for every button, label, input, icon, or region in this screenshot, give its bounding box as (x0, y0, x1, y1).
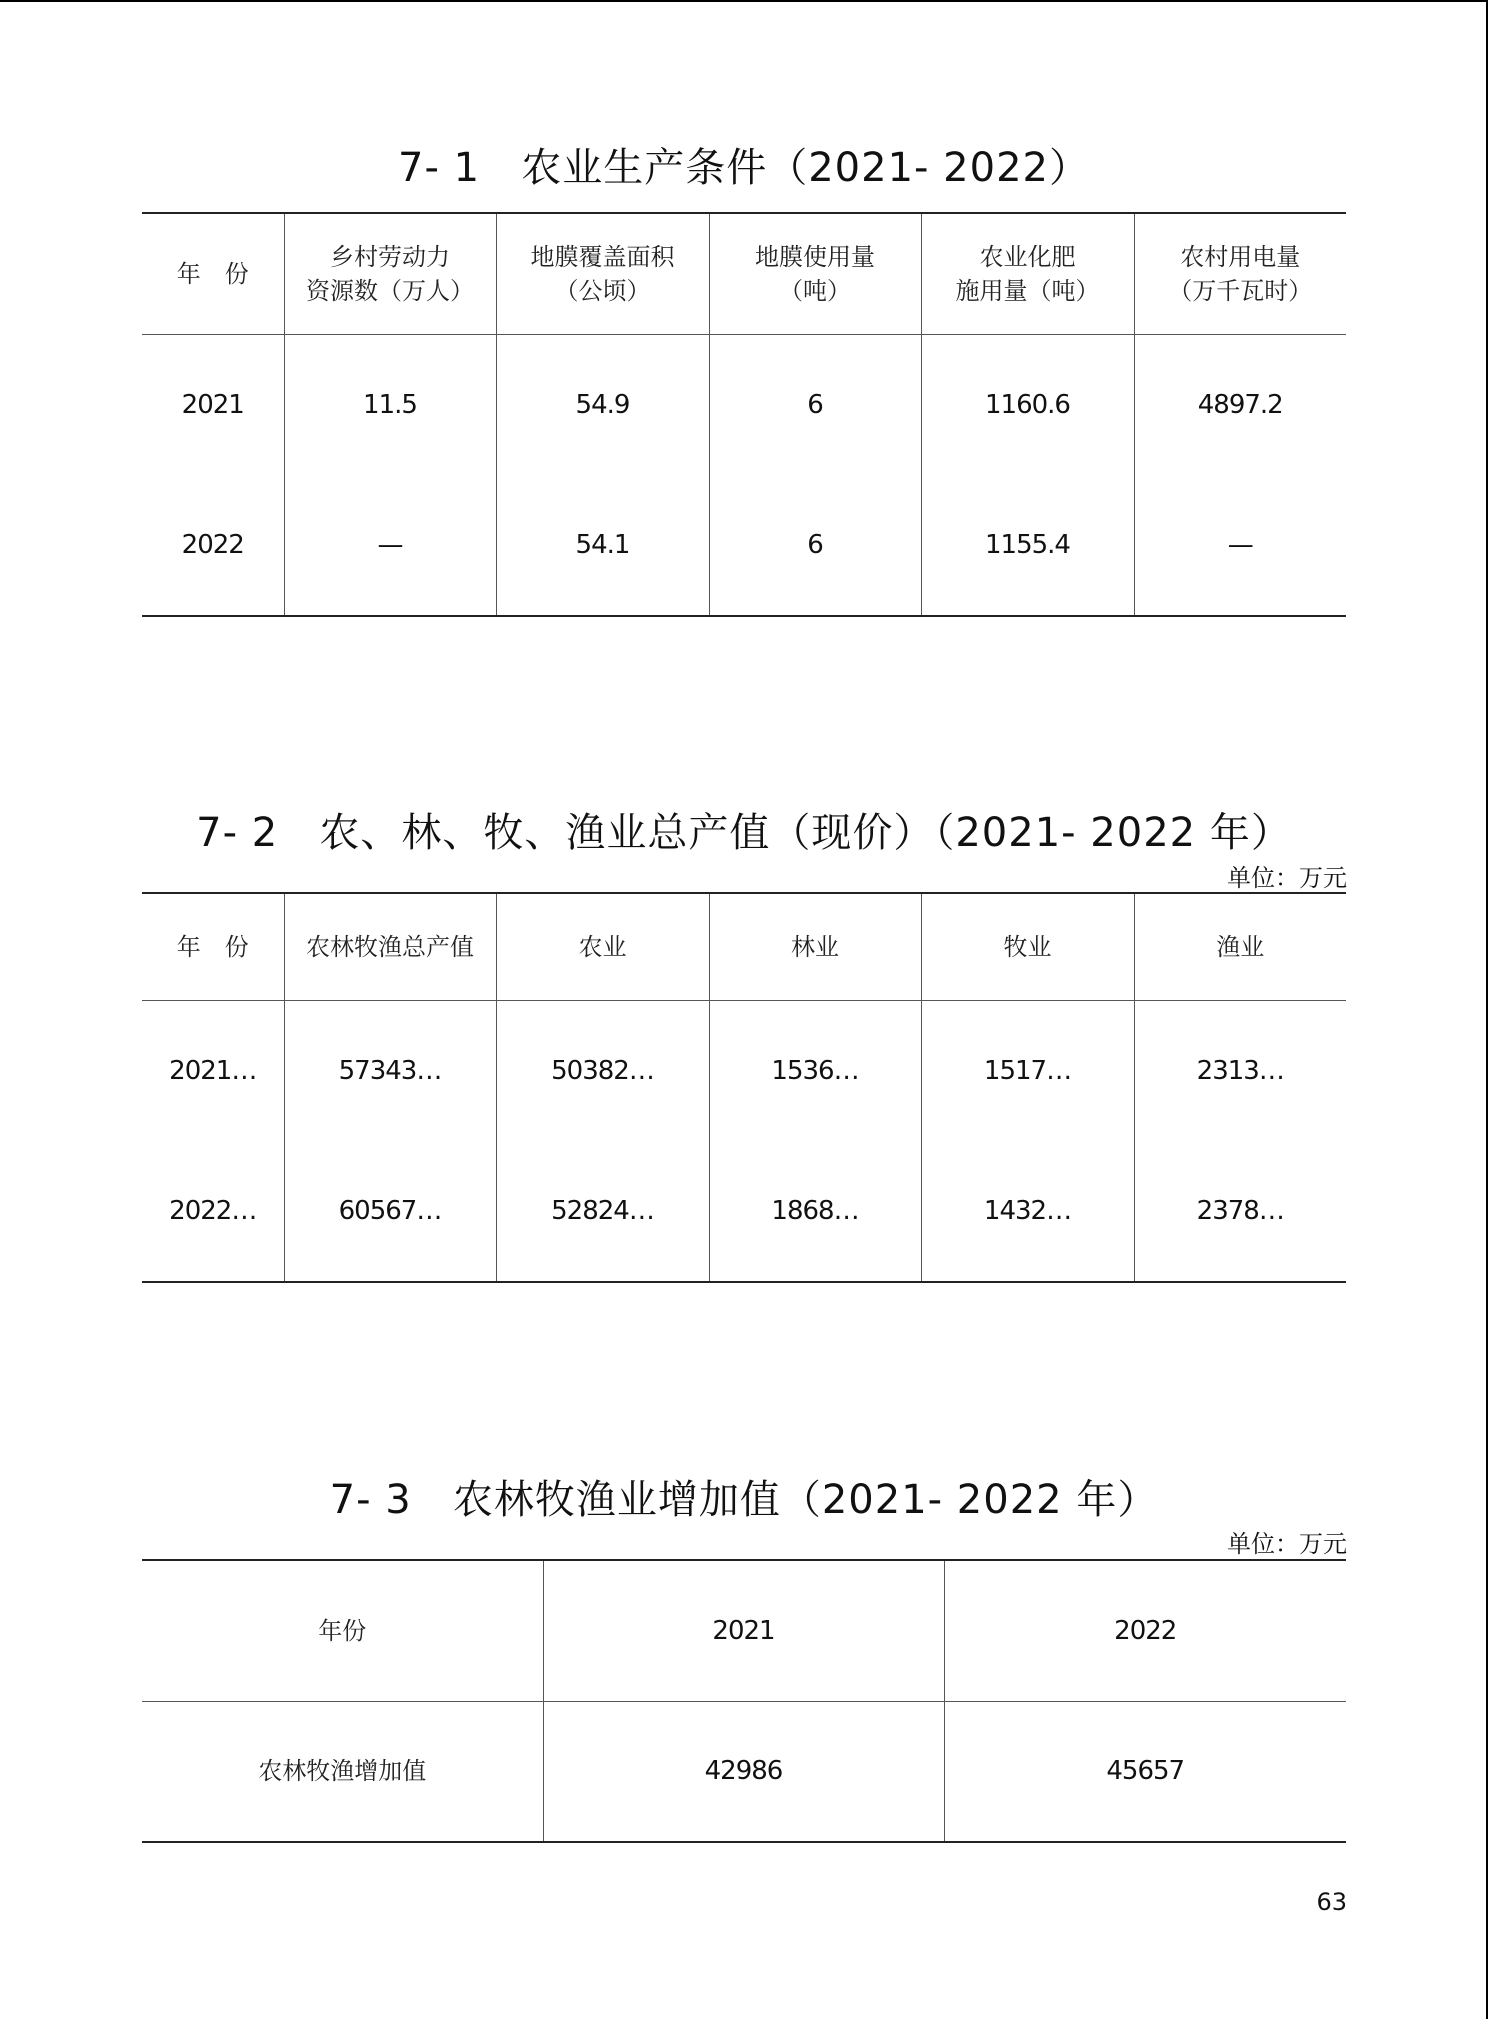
table2-header-row (142, 893, 1346, 1000)
table-cell: 1536… (709, 1000, 921, 1141)
table-cell: 2022 (181, 530, 244, 560)
table3-title: 7- 3 农林牧渔业增加值（2021- 2022 年） (329, 1477, 1159, 1523)
table-cell: 52824… (496, 1141, 709, 1282)
table2-header-cell: 渔业 (1134, 893, 1346, 1000)
table2 (142, 892, 1346, 1283)
table-cell: 54.9 (496, 334, 709, 475)
table-cell: — (284, 475, 496, 616)
table-cell: 57343… (284, 1000, 496, 1141)
table-cell: 54.1 (496, 475, 709, 616)
table3-unit: 单位：万元 (1227, 1530, 1347, 1558)
table-cell: — (1134, 475, 1346, 616)
table-cell: 1155.4 (921, 475, 1134, 616)
table2-header-cell: 农林牧渔总产值 (284, 893, 496, 1000)
table-cell: 4897.2 (1134, 334, 1346, 475)
table-cell: 2021 (181, 389, 244, 420)
table3-header-row (142, 1560, 1346, 1701)
table3-header-cell: 2021 (543, 1560, 944, 1701)
table-cell: 2313… (1134, 1000, 1346, 1141)
table-cell: 6 (709, 475, 921, 616)
table-cell: 1868… (709, 1141, 921, 1282)
table-cell: 45657 (944, 1701, 1346, 1842)
table2-header-cell: 农业 (496, 893, 709, 1000)
table-row (142, 1701, 1346, 1842)
table2-header-cell: 林业 (709, 893, 921, 1000)
table-cell: 6 (709, 334, 921, 475)
table-row (142, 334, 1346, 475)
table2-header-cell: 年 份 (142, 893, 284, 1000)
table-cell: 1160.6 (921, 334, 1134, 475)
table-cell: 2021… (169, 1055, 257, 1086)
table2-title: 7- 2 农、林、牧、渔业总产值（现价）（2021- 2022 年） (196, 810, 1292, 856)
table1 (142, 212, 1346, 617)
table1-header-cell: 农业化肥 施用量（吨） (921, 213, 1134, 334)
table-cell: 农林牧渔增加值 (258, 1757, 427, 1786)
table-cell: 1517… (921, 1000, 1134, 1141)
table2-unit: 单位：万元 (1227, 864, 1347, 892)
table1-header-cell: 农村用电量 （万千瓦时） (1134, 213, 1346, 334)
table-cell: 42986 (543, 1701, 944, 1842)
table-row (142, 1000, 1346, 1141)
table-row (142, 475, 1346, 616)
table1-header-row (142, 213, 1346, 334)
table-cell: 2022… (169, 1196, 257, 1226)
table2-header-cell: 牧业 (921, 893, 1134, 1000)
table3-header-cell: 2022 (944, 1560, 1346, 1701)
table-cell: 2378… (1134, 1141, 1346, 1282)
table-row (142, 1141, 1346, 1282)
table-cell: 11.5 (284, 334, 496, 475)
table1-header-cell: 地膜使用量 （吨） (709, 213, 921, 334)
table1-title: 7- 1 农业生产条件（2021- 2022） (398, 145, 1090, 191)
page-border-top (0, 0, 1488, 2)
page-number: 63 (1316, 1888, 1347, 1916)
table-cell: 60567… (284, 1141, 496, 1282)
table3-header-cell: 年份 (142, 1560, 543, 1701)
table1-header-cell: 年 份 (142, 213, 284, 334)
table-cell: 50382… (496, 1000, 709, 1141)
table-cell: 1432… (921, 1141, 1134, 1282)
table1-header-cell: 乡村劳动力 资源数（万人） (284, 213, 496, 334)
table3 (142, 1559, 1346, 1843)
table1-header-cell: 地膜覆盖面积 （公顷） (496, 213, 709, 334)
